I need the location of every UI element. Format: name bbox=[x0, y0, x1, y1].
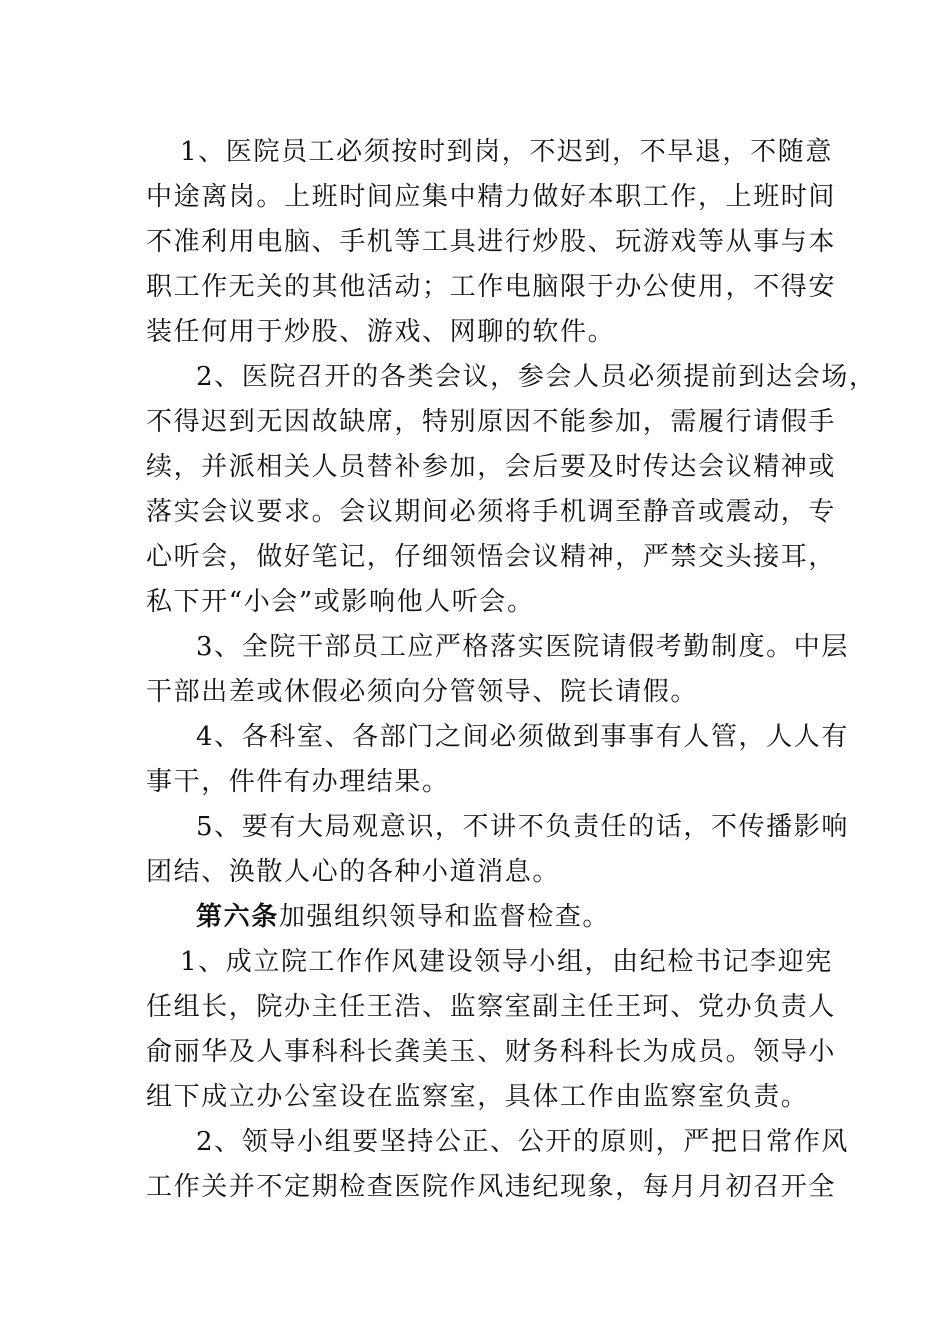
text-line: 中途离岗。上班时间应集中精力做好本职工作，上班时间 bbox=[146, 182, 837, 212]
article-heading-text: 加强组织领导和监督检查。 bbox=[278, 902, 611, 932]
text-line: 不准利用电脑、手机等工具进行炒股、玩游戏等从事与本 bbox=[146, 227, 837, 257]
text-line: 续，并派相关人员替补参加，会后要及时传达会议精神或 bbox=[146, 452, 837, 482]
text-line: 落实会议要求。会议期间必须将手机调至静音或震动，专 bbox=[146, 497, 837, 527]
text-line: 团结、涣散人心的各种小道消息。 bbox=[146, 857, 561, 887]
text-line: 私下开“小会”或影响他人听会。 bbox=[146, 587, 535, 617]
article-heading: 第六条 bbox=[196, 902, 279, 932]
text-line: 职工作无关的其他活动；工作电脑限于办公使用，不得安 bbox=[146, 272, 837, 302]
text-line: 2、医院召开的各类会议，参会人员必须提前到达会场， bbox=[196, 362, 877, 392]
text-line: 1、医院员工必须按时到岗，不迟到，不早退，不随意 bbox=[180, 137, 833, 167]
text-line: 组下成立办公室设在监察室，具体工作由监察室负责。 bbox=[146, 1082, 809, 1112]
text-line: 1、成立院工作作风建设领导小组，由纪检书记李迎宪 bbox=[180, 947, 833, 977]
text-line: 心听会，做好笔记，仔细领悟会议精神，严禁交头接耳， bbox=[146, 542, 837, 572]
text-line: 4、各科室、各部门之间必须做到事事有人管，人人有 bbox=[196, 722, 849, 752]
text-line: 俞丽华及人事科科长龚美玉、财务科科长为成员。领导小 bbox=[146, 1037, 837, 1067]
text-line: 工作关并不定期检查医院作风违纪现象，每月月初召开全 bbox=[146, 1172, 837, 1202]
text-line: 不得迟到无因故缺席，特别原因不能参加，需履行请假手 bbox=[146, 407, 837, 437]
text-line: 任组长，院办主任王浩、监察室副主任王珂、党办负责人 bbox=[146, 992, 837, 1022]
text-line: 干部出差或休假必须向分管领导、院长请假。 bbox=[146, 677, 699, 707]
article-heading-line bbox=[196, 902, 610, 932]
text-line: 5、要有大局观意识，不讲不负责任的话，不传播影响 bbox=[196, 812, 849, 842]
text-line: 3、全院干部员工应严格落实医院请假考勤制度。中层 bbox=[196, 632, 849, 662]
text-line: 2、领导小组要坚持公正、公开的原则，严把日常作风 bbox=[196, 1127, 849, 1157]
text-line: 装任何用于炒股、游戏、网聊的软件。 bbox=[146, 317, 616, 347]
text-line: 事干，件件有办理结果。 bbox=[146, 767, 450, 797]
